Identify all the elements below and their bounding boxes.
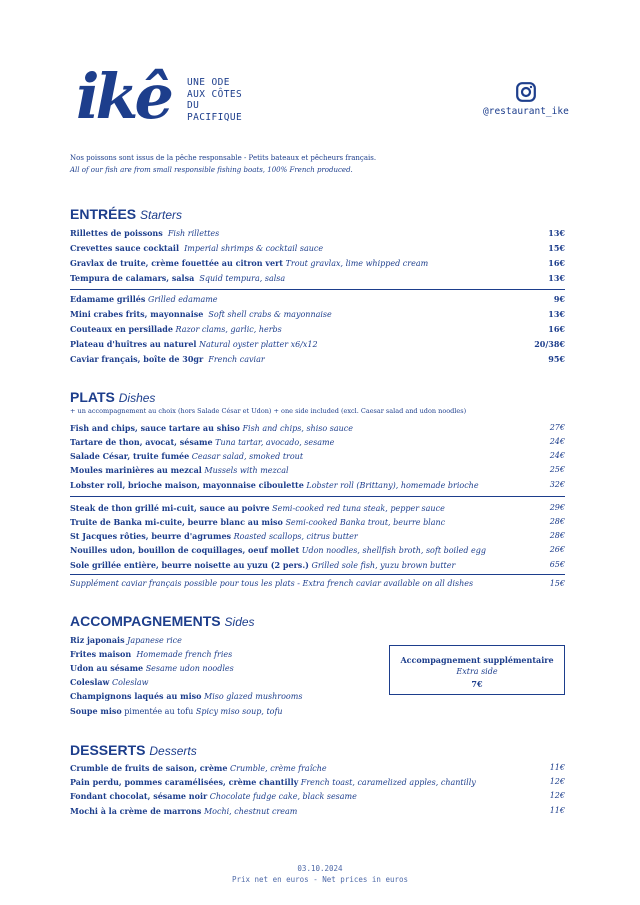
item-price: 20/38€ (534, 339, 565, 349)
item-name-fr: Fondant chocolat, sésame noir (70, 791, 208, 801)
item-name-en: Imperial shrimps & cocktail sauce (184, 244, 324, 253)
item-price: 26€ (549, 545, 565, 554)
item-name-fr: Truite de Banka mi-cuite, beurre blanc au miso (70, 517, 283, 527)
item-name-fr: Couteaux en persillade (70, 324, 173, 334)
side-item (70, 704, 370, 718)
section-title-en: Desserts (149, 744, 197, 758)
item-price: 12€ (549, 791, 565, 800)
section-title-en: Starters (140, 208, 183, 222)
item-name-en: Japanese rice (127, 636, 182, 645)
item-price: 24€ (549, 451, 565, 460)
menu-item (70, 256, 565, 270)
item-name-fr: St Jacques rôties, beurre d'agrumes (70, 531, 232, 541)
divider (70, 496, 565, 497)
item-name-fr: Lobster roll, brioche maison, mayonnaise ciboulette (70, 480, 304, 490)
item-price: 11€ (549, 806, 565, 815)
item-name-en: Crumble, crème fraîche (230, 764, 327, 773)
item-name-fr: Edamame grillés (70, 294, 146, 304)
item-name-en: Semi-cooked Banka trout, beurre blanc (285, 518, 446, 527)
side-item (70, 689, 370, 703)
section-title-en: Sides (224, 615, 255, 629)
intro-note (70, 152, 376, 176)
side-item (70, 661, 370, 675)
menu-item (70, 463, 565, 477)
menu-item (70, 478, 565, 492)
item-price: 13€ (548, 309, 565, 319)
item-price: 16€ (548, 324, 565, 334)
extra-side-title: Accompagnement supplémentaire (400, 655, 554, 665)
item-name-en: Miso glazed mushrooms (204, 692, 303, 701)
item-name-en: Chocolate fudge cake, black sesame (209, 792, 357, 801)
menu-date: 03.10.2024 (297, 864, 343, 873)
item-name-en: French caviar (208, 355, 265, 364)
item-name-fr: Riz japonais (70, 635, 125, 645)
item-name-en: Coleslaw (112, 678, 149, 687)
item-name-fr: Soupe miso (70, 706, 122, 716)
item-price: 11€ (549, 763, 565, 772)
item-price: 29€ (549, 503, 565, 512)
menu-item (70, 501, 565, 515)
item-price: 27€ (549, 423, 565, 432)
tagline-line: AUX CÔTES (187, 88, 243, 100)
menu-item (70, 543, 565, 557)
item-name-fr: Frites maison (70, 649, 132, 659)
section-title-entrees (70, 206, 182, 222)
section-title-fr: ENTRÉES (70, 206, 137, 222)
supplement-price: 15€ (549, 579, 565, 588)
menu-item (70, 322, 565, 336)
item-name-en: Sesame udon noodles (145, 664, 234, 673)
divider (70, 289, 565, 290)
logo-wordmark: ikê (76, 60, 170, 128)
extra-side-box (389, 645, 565, 695)
menu-item (70, 804, 565, 818)
item-name-fr: Crevettes sauce cocktail (70, 243, 180, 253)
item-name-fr: Gravlax de truite, crème fouettée au citron vert (70, 258, 283, 268)
section-title-fr: PLATS (70, 389, 115, 405)
item-price: 13€ (548, 228, 565, 238)
item-name-en: Mochi, chestnut cream (203, 807, 298, 816)
item-name-fr: Udon au sésame (70, 663, 144, 673)
menu-item (70, 789, 565, 803)
item-price: 15€ (548, 243, 565, 253)
item-name-en: Roasted scallops, citrus butter (233, 532, 358, 541)
item-name-en: Spicy miso soup, tofu (195, 707, 283, 716)
instagram-icon[interactable] (516, 82, 536, 102)
item-name-fr: Fish and chips, sauce tartare au shiso (70, 423, 240, 433)
item-name-en: Soft shell crabs & mayonnaise (208, 310, 332, 319)
item-name-en: Squid tempura, salsa (199, 274, 286, 283)
side-item (70, 675, 370, 689)
item-name-fr: Tempura de calamars, salsa (70, 273, 195, 283)
item-price: 25€ (549, 465, 565, 474)
item-name-en: Fish and chips, shiso sauce (242, 424, 353, 433)
side-item (70, 633, 370, 647)
item-name-fr: Coleslaw (70, 677, 110, 687)
item-price: 95€ (548, 354, 565, 364)
item-name-fr: Rillettes de poissons (70, 228, 163, 238)
section-title-desserts (70, 742, 197, 758)
menu-item (70, 421, 565, 435)
prices-note: Prix net en euros - Net prices in euros (231, 875, 409, 884)
item-price: 9€ (553, 294, 565, 304)
item-name-en: Homemade french fries (136, 650, 233, 659)
item-name-en: Grilled sole fish, yuzu brown butter (311, 561, 456, 570)
item-price: 24€ (549, 437, 565, 446)
tagline (187, 77, 242, 123)
item-name-fr: Champignons laqués au miso (70, 691, 202, 701)
menu-item (70, 775, 565, 789)
item-name-fr: Mochi à la crème de marrons (70, 806, 202, 816)
item-name-fr: Caviar français, boîte de 30gr (70, 354, 204, 364)
item-name-en: Mussels with mezcal (204, 466, 289, 475)
side-item (70, 647, 370, 661)
item-name-en: Razor clams, garlic, herbs (175, 325, 282, 334)
menu-item (70, 761, 565, 775)
menu-item (70, 558, 565, 572)
item-name-en: Semi-cooked red tuna steak, pepper sauce (272, 504, 445, 513)
side-included-note: + un accompagnement au choix (hors Salade César et Udon) + one side included (excl. Caesar salad and udon noodles) (70, 407, 467, 415)
tagline-line: PACIFIQUE (187, 111, 243, 123)
item-price: 12€ (549, 777, 565, 786)
menu-item (70, 292, 565, 306)
instagram-handle[interactable]: @restaurant_ike (483, 106, 569, 117)
menu-item (70, 337, 565, 351)
item-name-fr: Mini crabes frits, mayonnaise (70, 309, 204, 319)
menu-item (70, 529, 565, 543)
section-title-plats (70, 389, 155, 405)
item-name-fr: Moules marinières au mezcal (70, 465, 202, 475)
item-name-en: Trout gravlax, lime whipped cream (285, 259, 429, 268)
menu-item (70, 226, 565, 240)
menu-item (70, 271, 565, 285)
extra-side-subtitle: Extra side (456, 667, 498, 676)
menu-item (70, 352, 565, 366)
item-price: 32€ (549, 480, 565, 489)
item-price: 65€ (549, 560, 565, 569)
item-name-en: French toast, caramelized apples, chantilly (300, 778, 476, 787)
item-name-en: Lobster roll (Brittany), homemade brioche (306, 481, 479, 490)
section-title-accompagnements (70, 613, 255, 629)
item-price: 13€ (548, 273, 565, 283)
item-name-en: Tuna tartar, avocado, sesame (215, 438, 335, 447)
item-name-fr: Plateau d'huîtres au naturel (70, 339, 197, 349)
caviar-supplement (70, 577, 565, 591)
item-name-fr: Nouilles udon, bouillon de coquillages, oeuf mollet (70, 545, 300, 555)
menu-item (70, 435, 565, 449)
item-name-en: Natural oyster platter x6/x12 (199, 340, 318, 349)
intro-fr: Nos poissons sont issus de la pêche responsable - Petits bateaux et pêcheurs français. (70, 154, 377, 162)
section-title-en: Dishes (118, 391, 156, 405)
section-title-fr: DESSERTS (70, 742, 146, 758)
item-name-en: Grilled edamame (147, 295, 218, 304)
menu-item (70, 241, 565, 255)
item-name-fr: Steak de thon grillé mi-cuit, sauce au poivre (70, 503, 270, 513)
item-name-en: Ceasar salad, smoked trout (191, 452, 304, 461)
extra-side-price: 7€ (471, 679, 483, 689)
item-name-fr-plain: pimentée au tofu (124, 707, 194, 716)
section-title-fr: ACCOMPAGNEMENTS (70, 613, 221, 629)
item-price: 28€ (549, 517, 565, 526)
divider (70, 574, 565, 575)
menu-item (70, 307, 565, 321)
item-price: 16€ (548, 258, 565, 268)
item-name-fr: Sole grillée entière, beurre noisette au yuzu (2 pers.) (70, 560, 309, 570)
menu-item (70, 449, 565, 463)
tagline-line: UNE ODE (187, 77, 230, 88)
supplement-text: Supplément caviar français possible pour tous les plats - Extra french caviar available on all dishes (70, 579, 474, 588)
tagline-line: DU (187, 100, 200, 111)
intro-en: All of our fish are from small responsible fishing boats, 100% French produced. (70, 166, 353, 174)
item-name-en: Fish rillettes (167, 229, 220, 238)
item-name-fr: Salade César, truite fumée (70, 451, 190, 461)
item-name-fr: Pain perdu, pommes caramélisées, crème chantilly (70, 777, 299, 787)
menu-item (70, 515, 565, 529)
item-name-fr: Crumble de fruits de saison, crème (70, 763, 228, 773)
item-name-fr: Tartare de thon, avocat, sésame (70, 437, 213, 447)
item-price: 28€ (549, 531, 565, 540)
ike-logo (74, 60, 180, 128)
item-name-en: Udon noodles, shellfish broth, soft boiled egg (301, 546, 487, 555)
